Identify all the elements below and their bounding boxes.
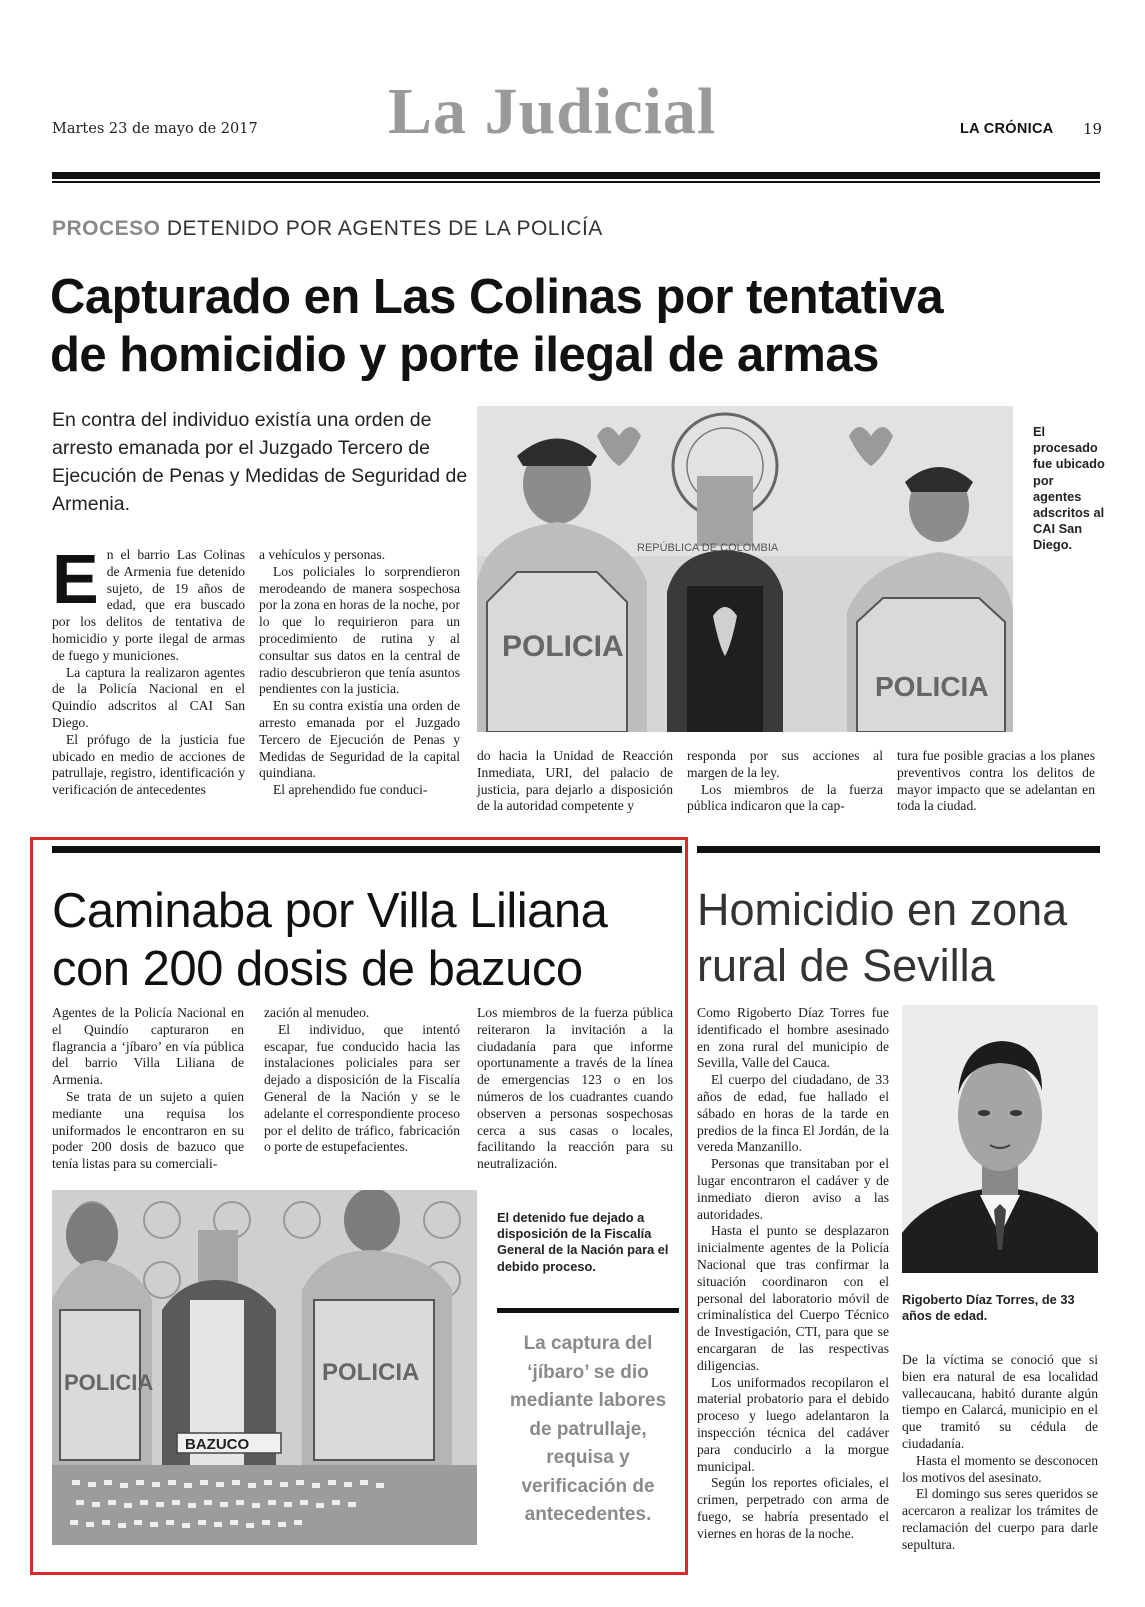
paragraph: Hasta el momento se desconocen los motivos del asesinato.	[902, 1452, 1098, 1485]
paragraph: La captura la realizaron agentes de la Policía Nacional en el Quindío adscritos al CAI San Diego.	[52, 664, 245, 730]
vest-label: POLICIA	[64, 1370, 154, 1395]
vest-label: POLICIA	[502, 630, 624, 663]
headline-line: Capturado en Las Colinas por tentativa	[50, 270, 944, 324]
paragraph: Los uniformados recopilaron el material probatorio para el debido proceso y luego adelantaron la inspección técnica del cadáver para conducirlo a la morgue municipal.	[697, 1374, 889, 1474]
paragraph: El aprehendido fue conduci-	[273, 782, 428, 798]
headline-line: rural de Sevilla	[697, 940, 995, 991]
blurred-face	[697, 476, 753, 546]
paragraph: do hacia la Unidad de Reacción Inmediata, URI, del palacio de justicia, para dejarlo a disposición de la autoridad competente y	[477, 748, 673, 814]
paragraph: n el barrio Las Colinas de Armenia fue detenido sujeto, de 19 años de edad, que era buscado por los delitos de tentativa de homicidio y porte ilegal de armas de fuego y municiones.	[52, 547, 245, 663]
article2-photo-caption: El detenido fue dejado a disposición de la Fiscalía General de la Nación para el debido proceso.	[497, 1210, 669, 1274]
paragraph: a vehículos y personas.	[259, 547, 386, 562]
paragraph: Personas que transitaban por el lugar encontraron el cadáver y de inmediato dieron aviso a las autoridades.	[697, 1156, 889, 1222]
paragraph: Los miembros de la fuerza pública indicaron que la cap-	[687, 781, 883, 814]
article2-top-rule	[52, 846, 682, 853]
vest-label: POLICIA	[875, 671, 989, 702]
article1-headline	[50, 268, 1110, 384]
article2-column-2	[264, 1005, 460, 1156]
seal-text: REPÚBLICA DE COLOMBIA	[637, 542, 779, 554]
article3-column-2	[902, 1352, 1098, 1554]
article1-column-3	[477, 748, 673, 815]
article1-photo	[477, 406, 1013, 732]
paragraph: El domingo sus seres queridos se acercaron a realizar los trámites de reclamación del cuerpo para darle sepultura.	[902, 1486, 1098, 1552]
paragraph: Se trata de un sujeto a quien mediante una requisa los uniformados le encontraron en su poder 200 dosis de bazuco que tenía listas para su comerciali-	[52, 1088, 244, 1172]
vest-label: POLICIA	[322, 1359, 420, 1386]
police-photo-illustration	[477, 406, 1013, 732]
paragraph: Los miembros de la fuerza pública reiteraron la invitación a la ciudadanía para que informe oportunamente a través de la línea de emergencias 123 o en los números de los cuadrantes cuando observen a personas sospechosas cerca a sus casas o locales, facilitando la reacción para su neutralización.	[477, 1005, 673, 1172]
paragraph: El cuerpo del ciudadano, de 33 años de edad, fue hallado el sábado en horas de la tarde en predios de la finca El Jordán, de la vereda Manzanillo.	[697, 1072, 889, 1155]
masthead-date: Martes 23 de mayo de 2017	[52, 121, 258, 137]
dropcap: E	[52, 540, 99, 618]
article1-deck: En contra del individuo existía una orden de arresto emanada por el Juzgado Tercero de Ejecución de Penas y Medidas de Seguridad de Armenia.	[52, 409, 468, 515]
article1-column-1	[52, 540, 245, 799]
headline-line: con 200 dosis de bazuco	[52, 942, 583, 996]
article2-headline	[52, 882, 692, 998]
article3-photo-caption: Rigoberto Díaz Torres, de 33 años de edad.	[902, 1292, 1075, 1324]
masthead-rule	[52, 172, 1100, 179]
article1-photo-caption: El procesado fue ubicado por agentes adscritos al CAI San Diego.	[1033, 424, 1105, 553]
headline-line: de homicidio y porte ilegal de armas	[50, 328, 879, 382]
article2-pull-quote: La captura del ‘jíbaro’ se dio mediante labores de patrullaje, requisa y verificación de antecedentes.	[509, 1333, 667, 1525]
paragraph: Según los reportes oficiales, el crimen, perpetrado con arma de fuego, se habría presentado el viernes en horas de la noche.	[697, 1475, 889, 1541]
article2-column-1	[52, 1005, 244, 1173]
paragraph: El prófugo de la justicia fue ubicado en medio de acciones de patrullaje, registro, identificación y verificación de antecedentes	[52, 731, 245, 798]
article1-column-4	[687, 748, 883, 815]
masthead-rule-thin	[52, 181, 1100, 183]
bazuco-sign: BAZUCO	[185, 1436, 250, 1453]
paragraph: Hasta el punto se desplazaron inicialmente agentes de la Policía Nacional que tras confirmar la situación coordinaron con el personal del laboratorio móvil de criminalística del Cuerpo Técnico de Investigación, CTI, para que se encargaran de las respectivas diligencias.	[697, 1223, 889, 1373]
page-number: 19	[1083, 120, 1103, 138]
paragraph: Como Rigoberto Díaz Torres fue identificado el hombre asesinado en zona rural del municipio de Sevilla, Valle del Cauca.	[697, 1005, 889, 1071]
section-title: La Judicial	[388, 75, 717, 148]
paragraph: De la víctima se conoció que si bien era natural de esa localidad vallecaucana, habitó durante algún tiempo en Calarcá, municipio en el que tramitó su cédula de ciudadanía.	[902, 1352, 1098, 1451]
article3-top-rule	[697, 846, 1100, 853]
article1-column-2	[259, 547, 460, 799]
blurred-face	[198, 1230, 238, 1282]
paragraph: El individuo, que intentó escapar, fue conducido hacia las instalaciones policiales para ser dejado a disposición de la Fiscalía General de la Nación y se le adelante el correspondiente proceso por el delito de tráfico, fabricación o porte de estupefacientes.	[264, 1021, 460, 1155]
paragraph: Los policiales lo sorprendieron merodeando de manera sospechosa por la zona en horas de la noche, por lo que lo requirieron para un procedimiento de rutina y al consultar sus datos en la central de radio descubrieron que tenía asuntos pendientes con la justicia.	[259, 563, 460, 697]
article3-victim-photo	[902, 1005, 1098, 1273]
headline-line: Homicidio en zona	[697, 884, 1068, 935]
article3-column-1	[697, 1005, 889, 1543]
pull-quote-rule	[497, 1308, 679, 1313]
paragraph: En su contra existía una orden de arresto emanada por el Juzgado Tercero de Ejecución de Penas y Medidas de Seguridad de la capital quindiana.	[259, 698, 460, 781]
paragraph: tura fue posible gracias a los planes preventivos contra los delitos de mayor impacto que se adelantan en toda la ciudad.	[897, 748, 1095, 814]
newspaper-name: LA CRÓNICA	[960, 121, 1054, 137]
bazuco-photo-illustration	[52, 1190, 477, 1545]
kicker-text: DETENIDO POR AGENTES DE LA POLICÍA	[166, 217, 603, 240]
article1-column-5	[897, 748, 1095, 815]
article1-kicker	[52, 217, 603, 241]
headline-line: Caminaba por Villa Liliana	[52, 884, 608, 938]
kicker-label: PROCESO	[52, 217, 161, 240]
paragraph: responda por sus acciones al margen de la ley.	[687, 748, 883, 780]
paragraph: zación al menudeo.	[264, 1005, 370, 1020]
article2-column-3	[477, 1005, 673, 1173]
paragraph: Agentes de la Policía Nacional en el Quindío capturaron en flagrancia a ‘jíbaro’ en vía pública del barrio Villa Liliana de Armenia.	[52, 1005, 244, 1088]
victim-portrait-illustration	[902, 1005, 1098, 1273]
article3-headline	[697, 882, 1097, 994]
article2-photo	[52, 1190, 477, 1545]
